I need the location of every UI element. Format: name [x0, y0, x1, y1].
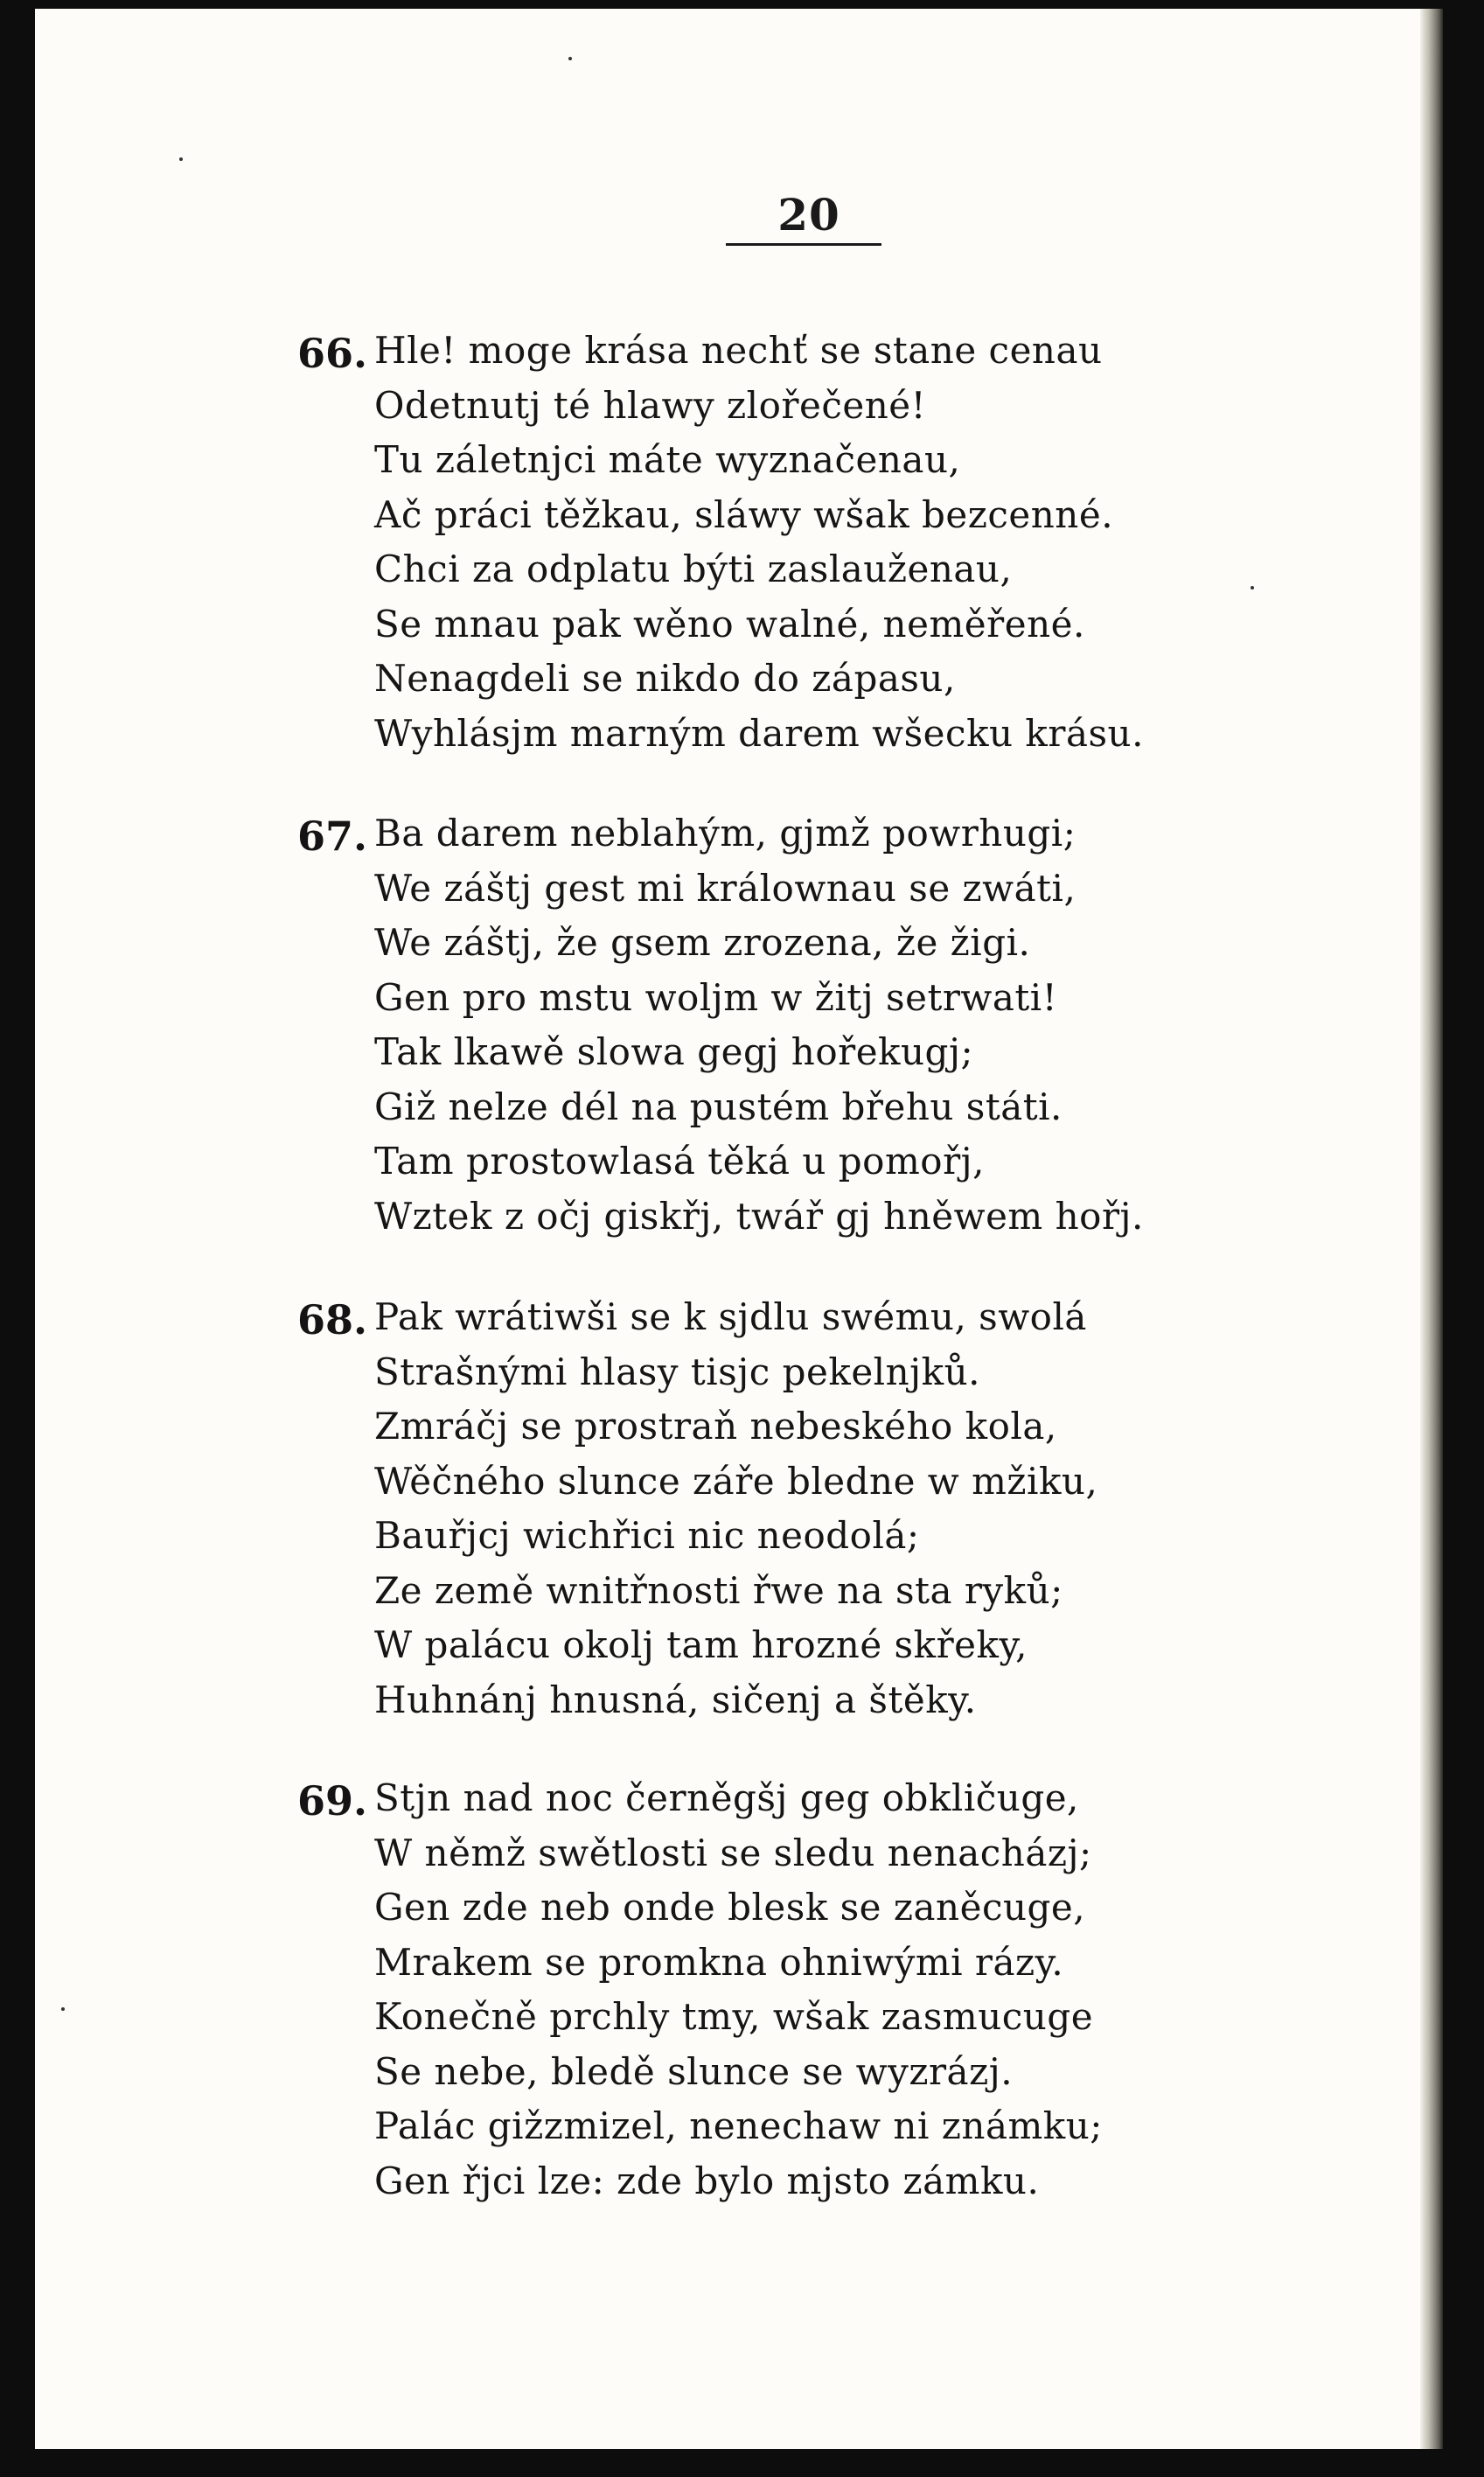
verse-line: Wztek z očj giskřj, twář gj hněwem hořj.	[374, 1194, 1144, 1238]
verse-line: Hle! moge krása nechť se stane cenau	[374, 329, 1103, 372]
verse-line: Ze země wnitřnosti řwe na sta ryků;	[374, 1568, 1063, 1612]
verse-line: Wyhlásjm marným darem wšecku krásu.	[374, 711, 1144, 755]
verse-line: Se mnau pak wěno walné, neměřené.	[374, 602, 1085, 645]
verse-line: W palácu okolj tam hrozné skřeky,	[374, 1623, 1028, 1666]
verse-line: We záštj gest mi králownau se zwáti,	[374, 866, 1076, 910]
verse-line: Mrakem se promkna ohniwými rázy.	[374, 1940, 1064, 1984]
stanza-lines	[374, 324, 1144, 761]
verse-line: Gen zde neb onde blesk se zaněcuge,	[374, 1886, 1086, 1929]
verse-line: Palác gižzmizel, nenechaw ni známku;	[374, 2104, 1103, 2147]
verse-line: Huhnánj hnusná, sičenj a štěky.	[374, 1678, 977, 1721]
verse-line: Odetnutj té hlawy zlořečené!	[374, 383, 926, 427]
verse-line: Gen pro mstu woljm w žitj setrwati!	[374, 975, 1058, 1019]
stanza-number: 66.	[297, 330, 368, 377]
verse-line: Tam prostowlasá těká u pomořj,	[374, 1140, 986, 1183]
book-page	[35, 9, 1443, 2449]
page-number-rule	[726, 243, 881, 246]
page-number: 20	[777, 189, 840, 241]
verse-line: W němž swětlosti se sledu nenacházj;	[374, 1831, 1092, 1874]
verse-line: Tu záletnjci máte wyznačenau,	[374, 438, 961, 481]
verse-line: Giž nelze dél na pustém břehu státi.	[374, 1085, 1062, 1128]
verse-line: Bauřjcj wichřici nic neodolá;	[374, 1514, 920, 1557]
verse-line: Ba darem neblahým, gjmž powrhugi;	[374, 812, 1076, 855]
paper-speck	[1251, 586, 1254, 590]
paper-speck	[568, 57, 572, 60]
stanza-number: 67.	[297, 813, 368, 860]
verse-line: Konečně prchly tmy, wšak zasmucuge	[374, 1995, 1094, 2038]
verse-line: Se nebe, bledě slunce se wyzrázj.	[374, 2049, 1014, 2093]
page-edge-shadow	[1420, 9, 1443, 2449]
stanza-lines	[374, 1290, 1097, 1727]
verse-line: Wěčného slunce záře bledne w mžiku,	[374, 1459, 1098, 1503]
verse-line: Pak wrátiwši se k sjdlu swému, swolá	[374, 1295, 1087, 1338]
verse-line: Stjn nad noc černěgšj geg obkličuge,	[374, 1776, 1079, 1819]
verse-line: Nenagdeli se nikdo do zápasu,	[374, 657, 956, 700]
verse-line: Gen řjci lze: zde bylo mjsto zámku.	[374, 2159, 1040, 2202]
stanza-lines	[374, 806, 1144, 1244]
paper-speck	[61, 2007, 65, 2011]
stanza-number: 69.	[297, 1777, 368, 1825]
verse-line: Strašnými hlasy tisjc pekelnjků.	[374, 1350, 981, 1393]
verse-line: Ač práci těžkau, sláwy wšak bezcenné.	[374, 492, 1114, 536]
verse-line: Chci za odplatu býti zaslauženau,	[374, 548, 1013, 590]
verse-line: Tak lkawě slowa gegj hořekugj;	[374, 1030, 974, 1073]
stanza-number: 68.	[297, 1296, 368, 1343]
verse-line: We záštj, že gsem zrozena, že žigi.	[374, 921, 1031, 964]
verse-line: Zmráčj se prostraň nebeského kola,	[374, 1405, 1057, 1448]
stanza-lines	[374, 1771, 1103, 2208]
paper-speck	[179, 157, 183, 161]
